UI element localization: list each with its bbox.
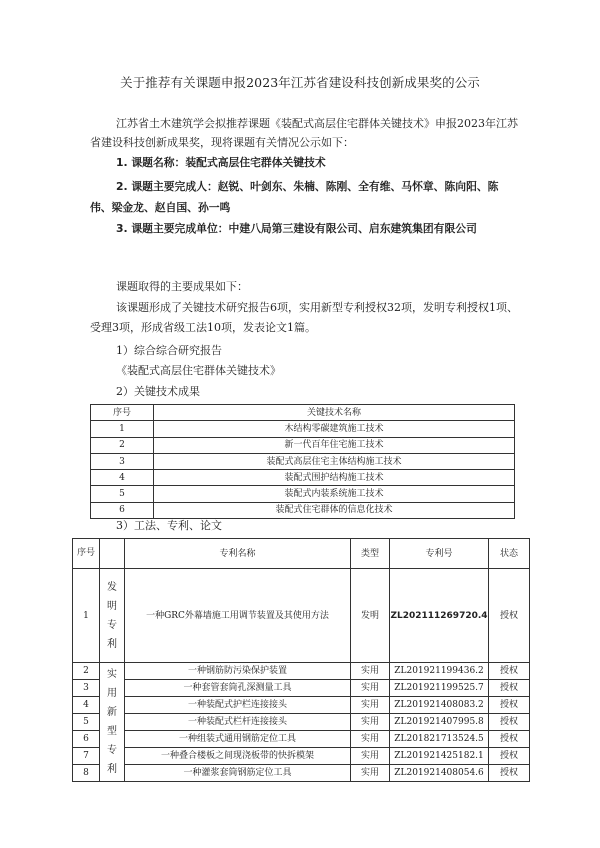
table-cell: 发明	[351, 569, 390, 663]
table-cell: 木结构零碳建筑施工技术	[154, 421, 515, 437]
table-cell: 装配式住宅群体的信息化技术	[154, 502, 515, 518]
table-cell: 实用	[351, 731, 390, 748]
table-row	[73, 680, 530, 697]
table-cell: 装配式内装系统施工技术	[154, 486, 515, 502]
section-patents: 3）工法、专利、论文	[116, 519, 222, 532]
results-heading: 课题取得的主要成果如下：	[116, 280, 248, 293]
table-cell: 一种套管套筒孔深测量工具	[125, 680, 351, 697]
table-cell: 一种装配式栏杆连接接头	[125, 714, 351, 731]
table-cell: 装配式高层住宅主体结构施工技术	[154, 453, 515, 469]
table-cell: 一种钢筋防污染保护装置	[125, 663, 351, 680]
column-header: 专利号	[390, 539, 489, 569]
table-cell: 授权	[489, 569, 530, 663]
report-title: 《装配式高层住宅群体关键技术》	[116, 364, 281, 377]
table-cell: 2	[73, 663, 100, 680]
table-cell: 6	[91, 502, 154, 518]
table-row	[73, 697, 530, 714]
table-cell: 一种装配式护栏连接接头	[125, 697, 351, 714]
table-cell: ZL201921408083.2	[390, 697, 489, 714]
table-header-row	[91, 405, 515, 421]
table-row	[91, 421, 515, 437]
table-row	[91, 470, 515, 486]
item-main-units: 3. 课题主要完成单位：中建八局第三建设有限公司、启东建筑集团有限公司	[116, 222, 477, 235]
table-row	[73, 569, 530, 663]
column-header: 关键技术名称	[154, 405, 515, 421]
table-cell: 2	[91, 437, 154, 453]
table-cell: ZL201921407995.8	[390, 714, 489, 731]
table-row	[73, 748, 530, 765]
table-cell: 授权	[489, 663, 530, 680]
table-cell: 授权	[489, 765, 530, 782]
table-header-row	[73, 539, 530, 569]
table-cell: 一种GRC外幕墙施工用调节装置及其使用方法	[125, 569, 351, 663]
table-cell: 一种组装式通用钢筋定位工具	[125, 731, 351, 748]
table-row	[91, 486, 515, 502]
table-row	[91, 453, 515, 469]
table-cell: 实用	[351, 765, 390, 782]
table-cell: 实用	[351, 714, 390, 731]
item-topic-name: 1. 课题名称：装配式高层住宅群体关键技术	[116, 156, 326, 169]
table-row	[73, 731, 530, 748]
table-cell: 5	[73, 714, 100, 731]
table-cell: 实用	[351, 697, 390, 714]
table-cell: 3	[91, 453, 154, 469]
table-cell: 1	[91, 421, 154, 437]
table-cell: 新一代百年住宅施工技术	[154, 437, 515, 453]
table-row	[73, 765, 530, 782]
table-cell: ZL201921425182.1	[390, 748, 489, 765]
table-cell: 实用	[351, 748, 390, 765]
patent-table	[72, 538, 530, 782]
key-tech-table	[90, 404, 515, 519]
table-cell: 5	[91, 486, 154, 502]
table-cell: 4	[73, 697, 100, 714]
section-research-report: 1）综合综合研究报告	[116, 344, 222, 357]
table-row	[73, 714, 530, 731]
table-cell: 1	[73, 569, 100, 663]
table-row	[91, 437, 515, 453]
group-label-utility: 实用新型专利	[100, 663, 125, 782]
table-cell: 授权	[489, 731, 530, 748]
item-main-contributors: 2. 课题主要完成人：赵锐、叶剑东、朱楠、陈刚、全有维、马怀章、陈向阳、陈伟、梁金龙、赵自国、孙一鸣	[90, 180, 499, 214]
group-label-invention: 发明专利	[100, 569, 125, 663]
table-cell: ZL201821713524.5	[390, 731, 489, 748]
section-key-tech: 2）关键技术成果	[116, 385, 200, 398]
column-header: 状态	[489, 539, 530, 569]
results-paragraph: 该课题形成了关键技术研究报告6项，实用新型专利授权32项，发明专利授权1项、受理3项，形成省级工法10项，发表论文1篇。	[90, 301, 518, 334]
column-header: 序号	[91, 405, 154, 421]
table-cell: 授权	[489, 748, 530, 765]
column-header: 序号	[73, 539, 100, 569]
table-cell: ZL201921199436.2	[390, 663, 489, 680]
table-cell: 6	[73, 731, 100, 748]
table-cell: 4	[91, 470, 154, 486]
table-cell: 授权	[489, 680, 530, 697]
table-cell: 授权	[489, 697, 530, 714]
table-cell: 授权	[489, 714, 530, 731]
column-header: 专利名称	[125, 539, 351, 569]
table-cell: ZL201921199525.7	[390, 680, 489, 697]
table-cell: 一种灌浆套筒钢筋定位工具	[125, 765, 351, 782]
column-header: 类型	[351, 539, 390, 569]
table-cell: 实用	[351, 680, 390, 697]
table-cell: 8	[73, 765, 100, 782]
table-cell: 一种叠合楼板之间现浇板带的快拆模架	[125, 748, 351, 765]
document-title: 关于推荐有关课题申报2023年江苏省建设科技创新成果奖的公示	[120, 75, 480, 90]
table-cell: 装配式围护结构施工技术	[154, 470, 515, 486]
column-header	[100, 539, 125, 569]
intro-paragraph: 江苏省土木建筑学会拟推荐课题《装配式高层住宅群体关键技术》申报2023年江苏省建设科技创新成果奖，现将课题有关情况公示如下：	[90, 117, 518, 149]
table-row	[73, 663, 530, 680]
table-cell: 7	[73, 748, 100, 765]
table-cell: ZL201921408054.6	[390, 765, 489, 782]
table-cell: 实用	[351, 663, 390, 680]
table-cell: ZL202111269720.4	[390, 569, 489, 663]
table-cell: 3	[73, 680, 100, 697]
